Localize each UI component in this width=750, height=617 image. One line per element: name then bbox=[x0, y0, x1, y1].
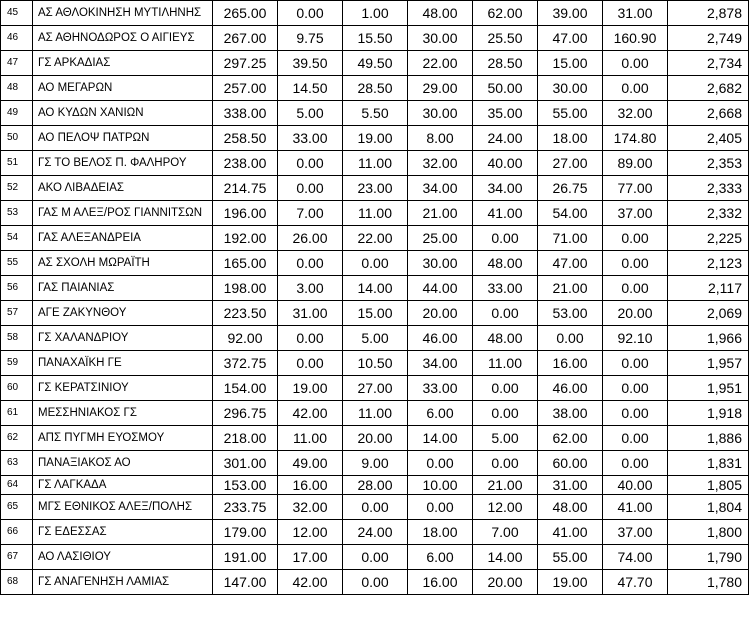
score-cell: 21.00 bbox=[408, 201, 473, 226]
total-cell: 2,332 bbox=[668, 201, 749, 226]
rank-cell: 49 bbox=[1, 101, 33, 126]
score-cell: 11.00 bbox=[343, 201, 408, 226]
score-cell: 0.00 bbox=[343, 545, 408, 570]
score-cell: 14.50 bbox=[278, 76, 343, 101]
score-cell: 0.00 bbox=[603, 226, 668, 251]
table-row bbox=[1, 495, 749, 520]
rank-cell: 59 bbox=[1, 351, 33, 376]
table-row bbox=[1, 570, 749, 595]
club-name-cell: ΑΓΕ ΖΑΚΥΝΘΟΥ bbox=[33, 301, 213, 326]
score-cell: 49.50 bbox=[343, 51, 408, 76]
club-name-cell: ΑΟ ΚΥΔΩΝ ΧΑΝΙΩΝ bbox=[33, 101, 213, 126]
score-cell: 25.50 bbox=[473, 26, 538, 51]
club-name-cell: ΑΠΣ ΠΥΓΜΗ ΕΥΟΣΜΟΥ bbox=[33, 426, 213, 451]
score-cell: 0.00 bbox=[473, 226, 538, 251]
score-cell: 55.00 bbox=[538, 101, 603, 126]
score-cell: 0.00 bbox=[603, 401, 668, 426]
score-cell: 60.00 bbox=[538, 451, 603, 476]
table-row bbox=[1, 251, 749, 276]
club-name-cell: ΑΣ ΣΧΟΛΗ ΜΩΡΑΪΤΗ bbox=[33, 251, 213, 276]
score-cell: 301.00 bbox=[213, 451, 278, 476]
total-cell: 1,918 bbox=[668, 401, 749, 426]
score-cell: 31.00 bbox=[538, 476, 603, 495]
table-row bbox=[1, 520, 749, 545]
score-cell: 154.00 bbox=[213, 376, 278, 401]
score-cell: 257.00 bbox=[213, 76, 278, 101]
score-cell: 10.00 bbox=[408, 476, 473, 495]
club-name-cell: ΑΚΟ ΛΙΒΑΔΕΙΑΣ bbox=[33, 176, 213, 201]
score-cell: 22.00 bbox=[343, 226, 408, 251]
table-row bbox=[1, 51, 749, 76]
score-cell: 15.50 bbox=[343, 26, 408, 51]
score-cell: 42.00 bbox=[278, 570, 343, 595]
score-cell: 6.00 bbox=[408, 401, 473, 426]
score-cell: 1.00 bbox=[343, 1, 408, 26]
score-cell: 9.00 bbox=[343, 451, 408, 476]
club-name-cell: ΜΕΣΣΗΝΙΑΚΟΣ ΓΣ bbox=[33, 401, 213, 426]
total-cell: 2,749 bbox=[668, 26, 749, 51]
score-cell: 0.00 bbox=[603, 351, 668, 376]
score-cell: 24.00 bbox=[473, 126, 538, 151]
club-name-cell: ΓΣ ΚΕΡΑΤΣΙΝΙΟΥ bbox=[33, 376, 213, 401]
rank-cell: 57 bbox=[1, 301, 33, 326]
score-cell: 62.00 bbox=[538, 426, 603, 451]
score-cell: 198.00 bbox=[213, 276, 278, 301]
score-cell: 258.50 bbox=[213, 126, 278, 151]
score-cell: 12.00 bbox=[278, 520, 343, 545]
total-cell: 2,117 bbox=[668, 276, 749, 301]
score-cell: 0.00 bbox=[603, 376, 668, 401]
score-cell: 33.00 bbox=[278, 126, 343, 151]
score-cell: 0.00 bbox=[408, 451, 473, 476]
score-cell: 0.00 bbox=[473, 376, 538, 401]
score-cell: 41.00 bbox=[538, 520, 603, 545]
table-row bbox=[1, 226, 749, 251]
score-cell: 0.00 bbox=[603, 426, 668, 451]
score-cell: 27.00 bbox=[343, 376, 408, 401]
total-cell: 1,790 bbox=[668, 545, 749, 570]
table-row bbox=[1, 26, 749, 51]
score-cell: 50.00 bbox=[473, 76, 538, 101]
score-cell: 11.00 bbox=[473, 351, 538, 376]
rank-cell: 54 bbox=[1, 226, 33, 251]
table-row bbox=[1, 451, 749, 476]
table-row bbox=[1, 376, 749, 401]
rank-cell: 56 bbox=[1, 276, 33, 301]
score-cell: 14.00 bbox=[343, 276, 408, 301]
rank-cell: 67 bbox=[1, 545, 33, 570]
table-row bbox=[1, 126, 749, 151]
score-cell: 0.00 bbox=[343, 570, 408, 595]
total-cell: 2,734 bbox=[668, 51, 749, 76]
rank-cell: 62 bbox=[1, 426, 33, 451]
rank-cell: 64 bbox=[1, 476, 33, 495]
rank-cell: 53 bbox=[1, 201, 33, 226]
score-cell: 92.00 bbox=[213, 326, 278, 351]
club-name-cell: ΓΣ ΕΔΕΣΣΑΣ bbox=[33, 520, 213, 545]
rank-cell: 47 bbox=[1, 51, 33, 76]
score-cell: 42.00 bbox=[278, 401, 343, 426]
club-name-cell: ΓΣ ΑΝΑΓΕΝΗΣΗ ΛΑΜΙΑΣ bbox=[33, 570, 213, 595]
score-cell: 39.50 bbox=[278, 51, 343, 76]
club-name-cell: ΓΣ ΑΡΚΑΔΙΑΣ bbox=[33, 51, 213, 76]
table-row bbox=[1, 301, 749, 326]
score-cell: 54.00 bbox=[538, 201, 603, 226]
score-cell: 165.00 bbox=[213, 251, 278, 276]
score-cell: 11.00 bbox=[343, 151, 408, 176]
score-cell: 214.75 bbox=[213, 176, 278, 201]
club-name-cell: ΓΣ ΧΑΛΑΝΔΡΙΟΥ bbox=[33, 326, 213, 351]
score-cell: 233.75 bbox=[213, 495, 278, 520]
score-cell: 44.00 bbox=[408, 276, 473, 301]
total-cell: 1,805 bbox=[668, 476, 749, 495]
score-cell: 21.00 bbox=[538, 276, 603, 301]
score-cell: 48.00 bbox=[408, 1, 473, 26]
score-cell: 7.00 bbox=[473, 520, 538, 545]
score-cell: 19.00 bbox=[343, 126, 408, 151]
score-cell: 0.00 bbox=[278, 1, 343, 26]
score-cell: 27.00 bbox=[538, 151, 603, 176]
score-cell: 10.50 bbox=[343, 351, 408, 376]
score-cell: 0.00 bbox=[603, 251, 668, 276]
score-cell: 0.00 bbox=[473, 401, 538, 426]
score-cell: 48.00 bbox=[473, 251, 538, 276]
rank-cell: 63 bbox=[1, 451, 33, 476]
rank-cell: 61 bbox=[1, 401, 33, 426]
score-cell: 14.00 bbox=[408, 426, 473, 451]
score-cell: 46.00 bbox=[408, 326, 473, 351]
rank-cell: 50 bbox=[1, 126, 33, 151]
score-cell: 33.00 bbox=[408, 376, 473, 401]
score-cell: 31.00 bbox=[603, 1, 668, 26]
score-cell: 38.00 bbox=[538, 401, 603, 426]
score-cell: 0.00 bbox=[603, 76, 668, 101]
score-cell: 28.00 bbox=[343, 476, 408, 495]
total-cell: 1,800 bbox=[668, 520, 749, 545]
score-cell: 28.50 bbox=[473, 51, 538, 76]
score-cell: 30.00 bbox=[408, 26, 473, 51]
score-cell: 92.10 bbox=[603, 326, 668, 351]
score-cell: 192.00 bbox=[213, 226, 278, 251]
score-cell: 30.00 bbox=[408, 251, 473, 276]
score-cell: 296.75 bbox=[213, 401, 278, 426]
table-row bbox=[1, 101, 749, 126]
total-cell: 1,886 bbox=[668, 426, 749, 451]
score-cell: 147.00 bbox=[213, 570, 278, 595]
score-cell: 41.00 bbox=[473, 201, 538, 226]
rank-cell: 60 bbox=[1, 376, 33, 401]
score-cell: 191.00 bbox=[213, 545, 278, 570]
score-cell: 34.00 bbox=[473, 176, 538, 201]
score-cell: 3.00 bbox=[278, 276, 343, 301]
score-cell: 0.00 bbox=[343, 495, 408, 520]
score-cell: 5.00 bbox=[473, 426, 538, 451]
score-cell: 18.00 bbox=[538, 126, 603, 151]
score-cell: 0.00 bbox=[278, 351, 343, 376]
rank-cell: 46 bbox=[1, 26, 33, 51]
score-cell: 0.00 bbox=[278, 151, 343, 176]
score-cell: 40.00 bbox=[473, 151, 538, 176]
score-cell: 55.00 bbox=[538, 545, 603, 570]
score-cell: 17.00 bbox=[278, 545, 343, 570]
club-name-cell: ΑΣ ΑΘΗΝΟΔΩΡΟΣ Ο ΑΙΓΙΕΥΣ bbox=[33, 26, 213, 51]
score-cell: 9.75 bbox=[278, 26, 343, 51]
score-cell: 0.00 bbox=[343, 251, 408, 276]
table-row bbox=[1, 151, 749, 176]
standings-rows bbox=[1, 1, 749, 595]
score-cell: 62.00 bbox=[473, 1, 538, 26]
score-cell: 153.00 bbox=[213, 476, 278, 495]
total-cell: 2,405 bbox=[668, 126, 749, 151]
club-name-cell: ΓΣ ΤΟ ΒΕΛΟΣ Π. ΦΑΛΗΡΟΥ bbox=[33, 151, 213, 176]
score-cell: 15.00 bbox=[538, 51, 603, 76]
rank-cell: 52 bbox=[1, 176, 33, 201]
score-cell: 11.00 bbox=[343, 401, 408, 426]
score-cell: 71.00 bbox=[538, 226, 603, 251]
score-cell: 40.00 bbox=[603, 476, 668, 495]
score-cell: 0.00 bbox=[538, 326, 603, 351]
club-name-cell: ΑΟ ΛΑΣΙΘΙΟΥ bbox=[33, 545, 213, 570]
total-cell: 2,333 bbox=[668, 176, 749, 201]
score-cell: 20.00 bbox=[408, 301, 473, 326]
score-cell: 47.00 bbox=[538, 26, 603, 51]
score-cell: 29.00 bbox=[408, 76, 473, 101]
score-cell: 20.00 bbox=[473, 570, 538, 595]
club-name-cell: ΓΑΣ Μ ΑΛΕΞ/ΡΟΣ ΓΙΑΝΝΙΤΣΩΝ bbox=[33, 201, 213, 226]
score-cell: 25.00 bbox=[408, 226, 473, 251]
score-cell: 0.00 bbox=[603, 451, 668, 476]
score-cell: 0.00 bbox=[603, 276, 668, 301]
score-cell: 8.00 bbox=[408, 126, 473, 151]
score-cell: 5.00 bbox=[343, 326, 408, 351]
score-cell: 174.80 bbox=[603, 126, 668, 151]
club-name-cell: ΑΣ ΑΘΛΟΚΙΝΗΣΗ ΜΥΤΙΛΗΝΗΣ bbox=[33, 1, 213, 26]
score-cell: 16.00 bbox=[278, 476, 343, 495]
score-cell: 77.00 bbox=[603, 176, 668, 201]
score-cell: 0.00 bbox=[278, 251, 343, 276]
table-row bbox=[1, 326, 749, 351]
club-name-cell: ΓΣ ΛΑΓΚΑΔΑ bbox=[33, 476, 213, 495]
score-cell: 22.00 bbox=[408, 51, 473, 76]
score-cell: 265.00 bbox=[213, 1, 278, 26]
rank-cell: 58 bbox=[1, 326, 33, 351]
table-row bbox=[1, 401, 749, 426]
score-cell: 34.00 bbox=[408, 351, 473, 376]
score-cell: 74.00 bbox=[603, 545, 668, 570]
rank-cell: 45 bbox=[1, 1, 33, 26]
score-cell: 238.00 bbox=[213, 151, 278, 176]
rank-cell: 55 bbox=[1, 251, 33, 276]
score-cell: 7.00 bbox=[278, 201, 343, 226]
score-cell: 179.00 bbox=[213, 520, 278, 545]
club-name-cell: ΑΟ ΠΕΛΟΨ ΠΑΤΡΩΝ bbox=[33, 126, 213, 151]
table-row bbox=[1, 426, 749, 451]
total-cell: 2,682 bbox=[668, 76, 749, 101]
score-cell: 32.00 bbox=[603, 101, 668, 126]
score-cell: 89.00 bbox=[603, 151, 668, 176]
score-cell: 218.00 bbox=[213, 426, 278, 451]
score-cell: 0.00 bbox=[408, 495, 473, 520]
score-cell: 5.00 bbox=[278, 101, 343, 126]
table-row bbox=[1, 351, 749, 376]
score-cell: 39.00 bbox=[538, 1, 603, 26]
score-cell: 0.00 bbox=[278, 326, 343, 351]
score-cell: 32.00 bbox=[278, 495, 343, 520]
score-cell: 18.00 bbox=[408, 520, 473, 545]
score-cell: 11.00 bbox=[278, 426, 343, 451]
table-row bbox=[1, 545, 749, 570]
total-cell: 2,069 bbox=[668, 301, 749, 326]
score-cell: 0.00 bbox=[473, 301, 538, 326]
score-cell: 33.00 bbox=[473, 276, 538, 301]
score-cell: 267.00 bbox=[213, 26, 278, 51]
score-cell: 0.00 bbox=[603, 51, 668, 76]
score-cell: 297.25 bbox=[213, 51, 278, 76]
score-cell: 20.00 bbox=[603, 301, 668, 326]
table-row bbox=[1, 476, 749, 495]
total-cell: 2,668 bbox=[668, 101, 749, 126]
table-row bbox=[1, 201, 749, 226]
total-cell: 2,225 bbox=[668, 226, 749, 251]
rank-cell: 66 bbox=[1, 520, 33, 545]
score-cell: 15.00 bbox=[343, 301, 408, 326]
club-name-cell: ΓΑΣ ΑΛΕΞΑΝΔΡΕΙΑ bbox=[33, 226, 213, 251]
score-cell: 6.00 bbox=[408, 545, 473, 570]
club-name-cell: ΠΑΝΑΞΙΑΚΟΣ ΑΟ bbox=[33, 451, 213, 476]
total-cell: 1,780 bbox=[668, 570, 749, 595]
score-cell: 47.00 bbox=[538, 251, 603, 276]
score-cell: 196.00 bbox=[213, 201, 278, 226]
score-cell: 28.50 bbox=[343, 76, 408, 101]
total-cell: 2,353 bbox=[668, 151, 749, 176]
score-cell: 14.00 bbox=[473, 545, 538, 570]
score-cell: 48.00 bbox=[538, 495, 603, 520]
score-cell: 160.90 bbox=[603, 26, 668, 51]
score-cell: 47.70 bbox=[603, 570, 668, 595]
rank-cell: 51 bbox=[1, 151, 33, 176]
score-cell: 19.00 bbox=[538, 570, 603, 595]
score-cell: 26.00 bbox=[278, 226, 343, 251]
score-cell: 372.75 bbox=[213, 351, 278, 376]
score-cell: 37.00 bbox=[603, 201, 668, 226]
score-cell: 37.00 bbox=[603, 520, 668, 545]
table-row bbox=[1, 176, 749, 201]
score-cell: 26.75 bbox=[538, 176, 603, 201]
score-cell: 338.00 bbox=[213, 101, 278, 126]
score-cell: 46.00 bbox=[538, 376, 603, 401]
rank-cell: 68 bbox=[1, 570, 33, 595]
club-name-cell: ΜΓΣ ΕΘΝΙΚΟΣ ΑΛΕΞ/ΠΟΛΗΣ bbox=[33, 495, 213, 520]
score-cell: 34.00 bbox=[408, 176, 473, 201]
score-cell: 5.50 bbox=[343, 101, 408, 126]
score-cell: 21.00 bbox=[473, 476, 538, 495]
table-row bbox=[1, 276, 749, 301]
rank-cell: 65 bbox=[1, 495, 33, 520]
rank-cell: 48 bbox=[1, 76, 33, 101]
score-cell: 223.50 bbox=[213, 301, 278, 326]
score-cell: 30.00 bbox=[538, 76, 603, 101]
total-cell: 1,804 bbox=[668, 495, 749, 520]
score-cell: 16.00 bbox=[408, 570, 473, 595]
total-cell: 1,831 bbox=[668, 451, 749, 476]
score-cell: 49.00 bbox=[278, 451, 343, 476]
club-name-cell: ΑΟ ΜΕΓΑΡΩΝ bbox=[33, 76, 213, 101]
total-cell: 2,878 bbox=[668, 1, 749, 26]
score-cell: 35.00 bbox=[473, 101, 538, 126]
total-cell: 1,966 bbox=[668, 326, 749, 351]
score-cell: 53.00 bbox=[538, 301, 603, 326]
score-cell: 0.00 bbox=[278, 176, 343, 201]
total-cell: 2,123 bbox=[668, 251, 749, 276]
score-cell: 23.00 bbox=[343, 176, 408, 201]
table-row bbox=[1, 1, 749, 26]
score-cell: 24.00 bbox=[343, 520, 408, 545]
club-name-cell: ΠΑΝΑΧΑΪΚΗ ΓΕ bbox=[33, 351, 213, 376]
total-cell: 1,951 bbox=[668, 376, 749, 401]
score-cell: 16.00 bbox=[538, 351, 603, 376]
club-name-cell: ΓΑΣ ΠΑΙΑΝΙΑΣ bbox=[33, 276, 213, 301]
score-cell: 32.00 bbox=[408, 151, 473, 176]
score-cell: 41.00 bbox=[603, 495, 668, 520]
score-cell: 48.00 bbox=[473, 326, 538, 351]
total-cell: 1,957 bbox=[668, 351, 749, 376]
score-cell: 0.00 bbox=[473, 451, 538, 476]
score-cell: 20.00 bbox=[343, 426, 408, 451]
score-cell: 19.00 bbox=[278, 376, 343, 401]
score-cell: 30.00 bbox=[408, 101, 473, 126]
table-row bbox=[1, 76, 749, 101]
score-cell: 12.00 bbox=[473, 495, 538, 520]
score-cell: 31.00 bbox=[278, 301, 343, 326]
